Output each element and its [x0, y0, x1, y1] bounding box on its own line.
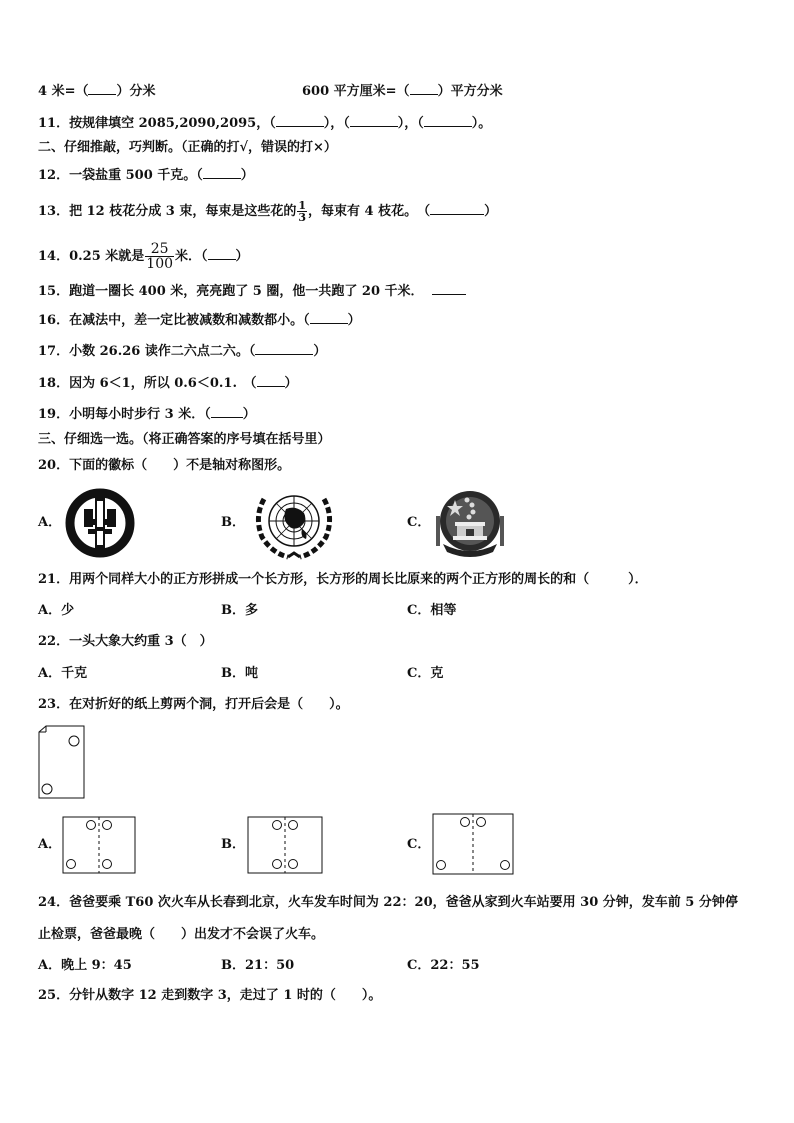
option-a-label[interactable]: A． — [38, 515, 62, 530]
question-22: 22．一头大象大约重 3（ ） — [38, 634, 213, 649]
fraction-one-third: $\frac{1}{3}$ — [298, 199, 306, 224]
section-2-title: 二、仔细推敲，巧判断。（正确的打√，错误的打×） — [38, 140, 337, 155]
question-24-continued: 止检票，爸爸最晚（ ）出发才不会误了火车。 — [38, 927, 325, 942]
conversion-row-right: 600 平方厘米=（ ）平方分米 — [302, 84, 503, 99]
unfolded-paper-option-b[interactable] — [247, 816, 323, 874]
question-17: 17．小数 26.26 读作二六点二六。（ ） — [38, 344, 327, 359]
answer-blank[interactable] — [432, 282, 466, 295]
answer-blank[interactable] — [203, 166, 241, 179]
option-a[interactable]: A．晚上 9：45 — [38, 958, 132, 973]
option-a[interactable]: A．少 — [38, 603, 75, 618]
option-c-label[interactable]: C． — [407, 515, 431, 530]
question-19: 19．小明每小时步行 3 米．（ ） — [38, 407, 256, 422]
answer-blank[interactable] — [211, 405, 243, 418]
question-11: 11．按规律填空 2085,2090,2095，（ ），（ ），（ ）。 — [38, 116, 492, 131]
question-25: 25．分针从数字 12 走到数字 3，走过了 1 时的（ ）。 — [38, 988, 382, 1003]
bank-logo-icon[interactable] — [64, 487, 136, 559]
option-a-label[interactable]: A． — [38, 837, 62, 852]
answer-blank[interactable] — [410, 82, 438, 95]
conversion-row: 4 米=（ ）分米 — [38, 84, 156, 99]
option-b[interactable]: B．吨 — [221, 666, 258, 681]
answer-blank[interactable] — [310, 311, 348, 324]
answer-blank[interactable] — [208, 247, 236, 260]
option-b[interactable]: B．多 — [221, 603, 258, 618]
answer-blank[interactable] — [88, 82, 116, 95]
question-21: 21．用两个同样大小的正方形拼成一个长方形，长方形的周长比原来的两个正方形的周长的和（ ）． — [38, 572, 648, 587]
answer-blank[interactable] — [350, 114, 398, 127]
fraction-25-100: $\frac{25}{100}$ — [146, 241, 174, 272]
answer-blank[interactable] — [257, 374, 285, 387]
option-b-label[interactable]: B． — [221, 837, 245, 852]
option-c-label[interactable]: C． — [407, 837, 431, 852]
un-emblem-icon[interactable] — [248, 483, 340, 563]
option-c[interactable]: C．相等 — [407, 603, 457, 618]
option-c[interactable]: C．22：55 — [407, 958, 480, 973]
question-23: 23．在对折好的纸上剪两个洞，打开后会是（ ）。 — [38, 697, 349, 712]
option-a[interactable]: A．千克 — [38, 666, 88, 681]
unfolded-paper-option-a[interactable] — [62, 816, 136, 874]
national-emblem-icon[interactable] — [433, 486, 507, 560]
question-14: 14．0.25 米就是 $\frac{25}{100}$ 米．（ ） — [38, 241, 249, 272]
answer-blank[interactable] — [255, 342, 313, 355]
section-3-title: 三、仔细选一选。（将正确答案的序号填在括号里） — [38, 432, 331, 447]
answer-blank[interactable] — [424, 114, 472, 127]
question-16: 16．在减法中，差一定比被减数和减数都小。（ ） — [38, 313, 361, 328]
option-b-label[interactable]: B． — [221, 515, 245, 530]
unfolded-paper-option-c[interactable] — [432, 813, 514, 875]
answer-blank[interactable] — [430, 202, 484, 215]
option-c[interactable]: C．克 — [407, 666, 444, 681]
folded-paper-icon — [36, 724, 88, 802]
question-12: 12．一袋盐重 500 千克。（ ） — [38, 168, 254, 183]
question-20: 20．下面的徽标（ ）不是轴对称图形。 — [38, 458, 291, 473]
question-24: 24．爸爸要乘 T60 次火车从长春到北京，火车发车时间为 22：20，爸爸从家到火车站要用 30 分钟，发车前 5 分钟停 — [38, 895, 738, 910]
option-b[interactable]: B．21：50 — [221, 958, 295, 973]
question-13: 13．把 12 枝花分成 3 束，每束是这些花的 $\frac{1}{3}$ ，每束有 4 枝花。 （ ） — [38, 199, 498, 224]
answer-blank[interactable] — [276, 114, 324, 127]
question-18: 18．因为 6＜1，所以 0.6＜0.1. （ ） — [38, 376, 298, 391]
question-15: 15．跑道一圈长 400 米，亮亮跑了 5 圈，他一共跑了 20 千米． — [38, 282, 466, 301]
